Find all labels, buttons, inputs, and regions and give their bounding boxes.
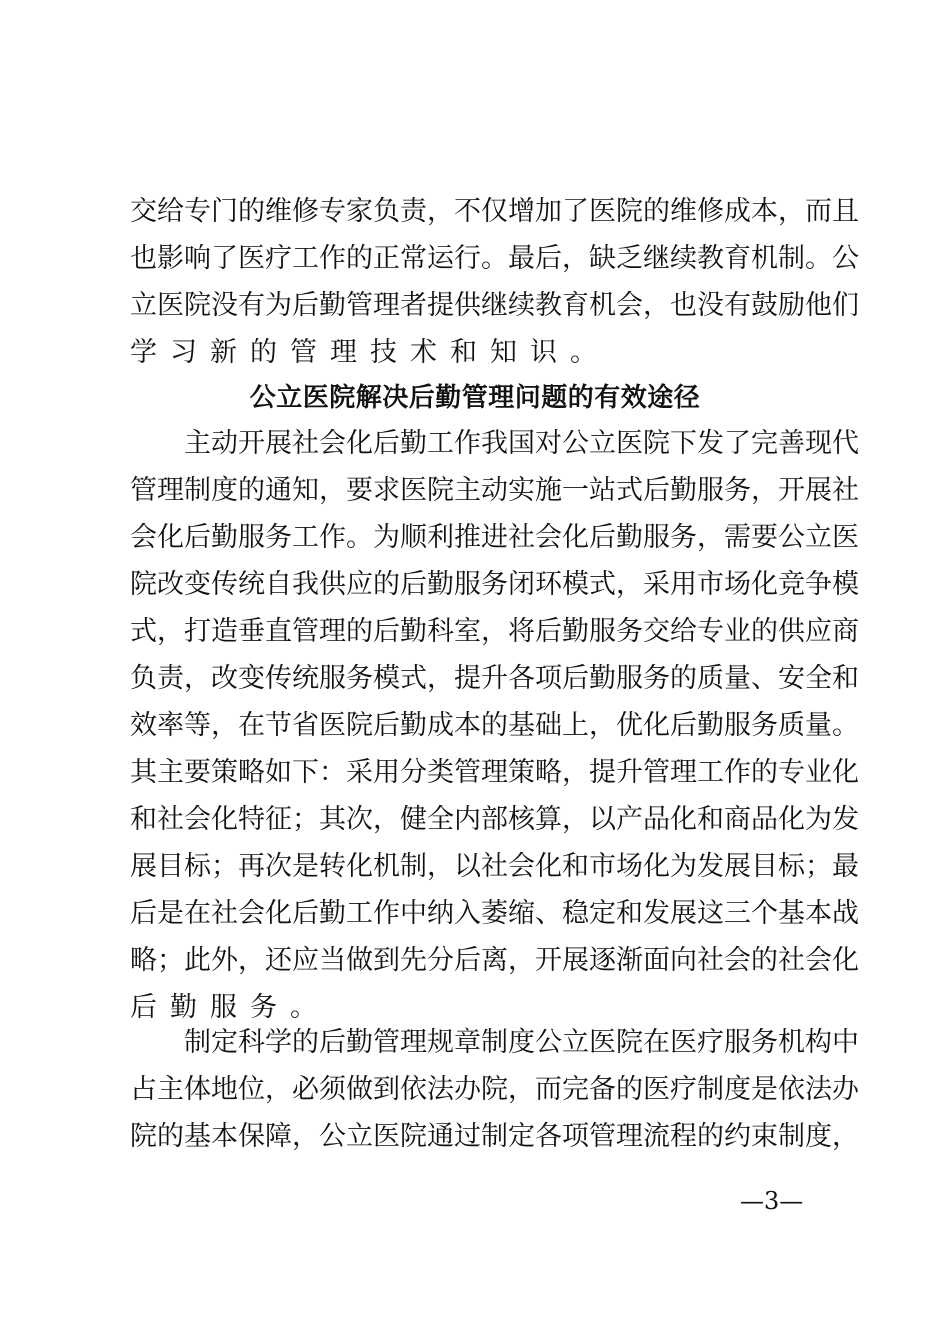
text-line: 式，打造垂直管理的后勤科室，将后勤服务交给专业的供应商	[130, 616, 859, 647]
text-line: 会化后勤服务工作。为顺利推进社会化后勤服务，需要公立医	[130, 522, 859, 553]
text-line: 效率等，在节省医院后勤成本的基础上，优化后勤服务质量。	[130, 710, 859, 741]
text-line: 交给专门的维修专家负责，不仅增加了医院的维修成本，而且	[130, 196, 859, 227]
text-line: 学习新的管理技术和知识。	[130, 337, 610, 368]
text-line: 也影响了医疗工作的正常运行。最后，缺乏继续教育机制。公	[130, 243, 859, 274]
section-heading: 公立医院解决后勤管理问题的有效途径	[249, 383, 701, 413]
text-line: 后是在社会化后勤工作中纳入萎缩、稳定和发展这三个基本战	[130, 898, 859, 929]
text-line: 占主体地位，必须做到依法办院，而完备的医疗制度是依法办	[130, 1074, 859, 1105]
text-line: 院的基本保障，公立医院通过制定各项管理流程的约束制度，	[130, 1121, 859, 1152]
text-line: 和社会化特征；其次，健全内部核算，以产品化和商品化为发	[130, 804, 859, 835]
text-line: 主动开展社会化后勤工作我国对公立医院下发了完善现代	[130, 428, 859, 459]
paragraph-1	[130, 420, 859, 1031]
text-line: 立医院没有为后勤管理者提供继续教育机会，也没有鼓励他们	[130, 290, 859, 321]
text-line: 负责，改变传统服务模式，提升各项后勤服务的质量、安全和	[130, 663, 859, 694]
text-line: 展目标；再次是转化机制，以社会化和市场化为发展目标；最	[130, 851, 859, 882]
text-line: 制定科学的后勤管理规章制度公立医院在医疗服务机构中	[130, 1027, 859, 1058]
page-number: —3—	[740, 1187, 804, 1215]
text-line: 管理制度的通知，要求医院主动实施一站式后勤服务，开展社	[130, 475, 859, 506]
text-line: 后勤服务。	[130, 992, 330, 1023]
text-line: 院改变传统自我供应的后勤服务闭环模式，采用市场化竞争模	[130, 569, 859, 600]
paragraph-2	[130, 1019, 859, 1160]
text-line: 其主要策略如下：采用分类管理策略，提升管理工作的专业化	[130, 757, 859, 788]
paragraph-continued	[130, 188, 859, 376]
text-line: 略；此外，还应当做到先分后离，开展逐渐面向社会的社会化	[130, 945, 859, 976]
